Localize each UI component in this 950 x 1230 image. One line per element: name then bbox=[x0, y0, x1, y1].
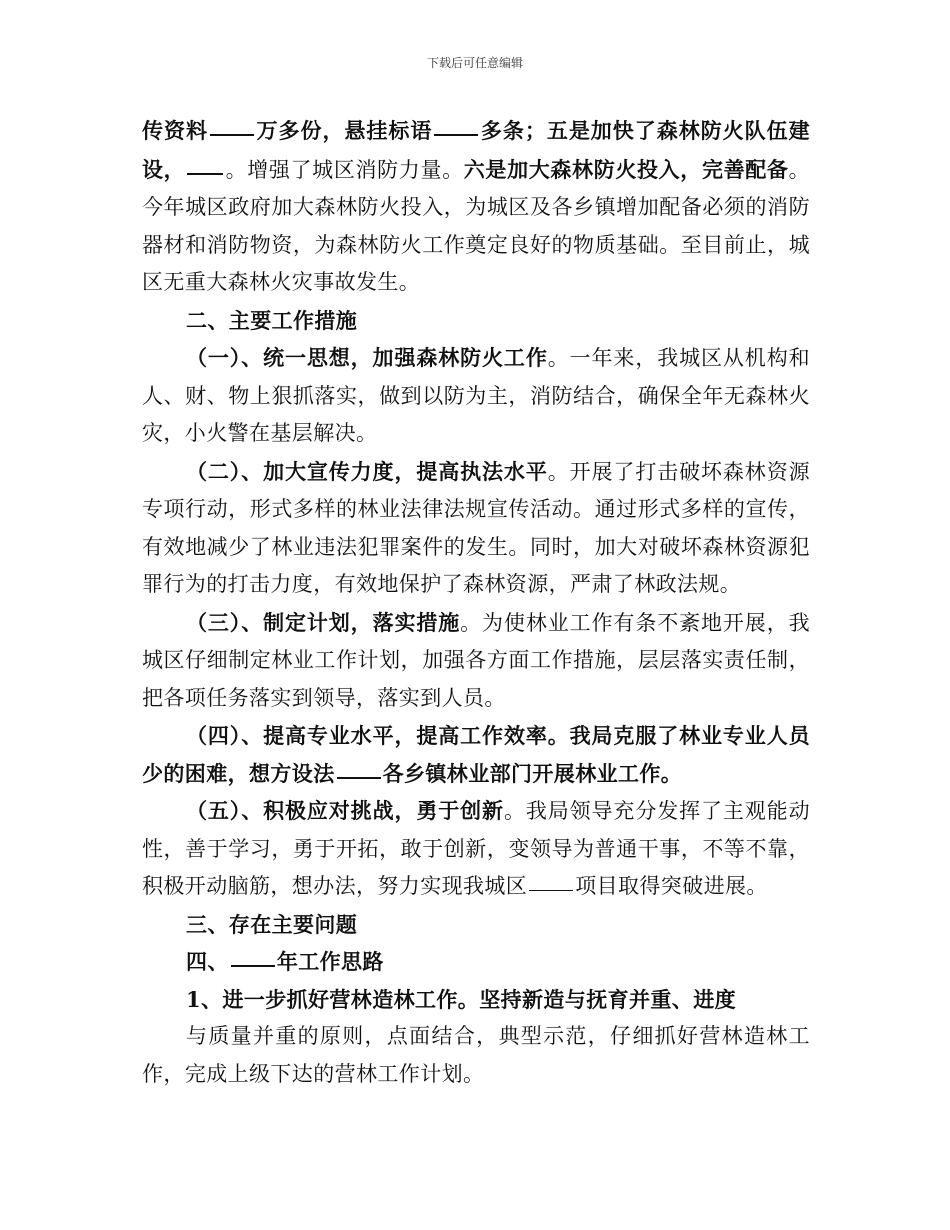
text: 。开展了打击破坏森林资源专项行动，形式多样的林业法律法规宣传活动。通过形式多样的宣传，有效地减少了林业违法犯罪案件的发生。同时，加大对破坏森林资源犯罪行为的打击力度，有效地保护了森林资源，严肃了林政法规。 bbox=[142, 459, 810, 596]
paragraph-intro bbox=[142, 112, 810, 302]
section-1-paragraph bbox=[142, 339, 810, 453]
text-bold: 各乡镇林业部门开展林业工作。 bbox=[382, 760, 683, 786]
text-bold: 传资料 bbox=[142, 118, 208, 143]
text: 项目取得突破进展。 bbox=[575, 874, 768, 898]
text-bold: 多条；五是加快了森林防火队伍建设， bbox=[142, 118, 811, 182]
text: 。我局领导充分发挥了主观能动性，善于学习，勇于开拓，敢于创新，变领导为普通干事，不等不靠，积极开动脑筋，想办法，努力实现我城区 bbox=[142, 799, 811, 898]
document-body bbox=[142, 112, 810, 1093]
text: 。一年来，我城区从机构和人、财、物上狠抓落实，做到以防为主，消防结合，确保全年无森林火灾，小火警在基层解决。 bbox=[142, 346, 810, 445]
section-3-paragraph bbox=[142, 604, 810, 718]
section-5-paragraph bbox=[142, 792, 810, 906]
subsection-1-heading: 1、进一步抓好营林造林工作。坚持新造与抚育并重、进度 bbox=[186, 986, 737, 1012]
section-2-paragraph bbox=[142, 453, 810, 604]
blank-underline bbox=[337, 776, 381, 779]
text-bold: （四）、提高专业水平，提高工作效率。我局克服了林业专业人员少的困难，想方设法 bbox=[142, 723, 810, 786]
text: 。今年城区政府加大森林防火投入，为城区及各乡镇增加配备必须的消防器材和消防物资，为森林防火工作奠定良好的物质基础。至目前止，城区无重大森林火灾事故发生。 bbox=[142, 157, 810, 294]
text: 。增强了城区消防力量。 bbox=[225, 157, 464, 182]
blank-underline bbox=[434, 133, 478, 136]
subheading-bold: （五）、积极应对挑战，勇于创新 bbox=[186, 798, 504, 823]
section-heading-2: 二、主要工作措施 bbox=[186, 307, 358, 333]
heading-prefix: 四、 bbox=[186, 949, 229, 974]
text-bold: 六是加大森林防火投入，完善配备 bbox=[463, 156, 789, 182]
section-heading-4 bbox=[142, 943, 810, 981]
blank-underline bbox=[210, 133, 254, 136]
subheading-bold: （三）、制定计划，落实措施 bbox=[186, 609, 461, 635]
subheading-bold: （二）、加大宣传力度，提高执法水平 bbox=[186, 458, 548, 484]
blank-underline bbox=[529, 889, 573, 891]
text: 。为使林业工作有条不紊地开展，我城区仔细制定林业工作计划，加强各方面工作措施，层层落实责任制，把各项任务落实到领导，落实到人员。 bbox=[142, 610, 810, 710]
section-4-paragraph bbox=[142, 717, 810, 792]
section-heading-3: 三、存在主要问题 bbox=[186, 911, 358, 937]
subheading-bold: （一）、统一思想，加强森林防火工作 bbox=[186, 345, 548, 370]
text-bold: 万多份，悬挂标语 bbox=[255, 118, 433, 143]
page-header-note: 下载后可任意编辑 bbox=[426, 56, 523, 70]
blank-underline bbox=[187, 172, 223, 175]
subsection-1-paragraph: 与质量并重的原则，点面结合，典型示范，仔细抓好营林造林工作，完成上级下达的营林工作计划。 bbox=[142, 1024, 810, 1086]
heading-suffix: 年工作思路 bbox=[276, 949, 384, 974]
blank-underline bbox=[231, 964, 275, 967]
